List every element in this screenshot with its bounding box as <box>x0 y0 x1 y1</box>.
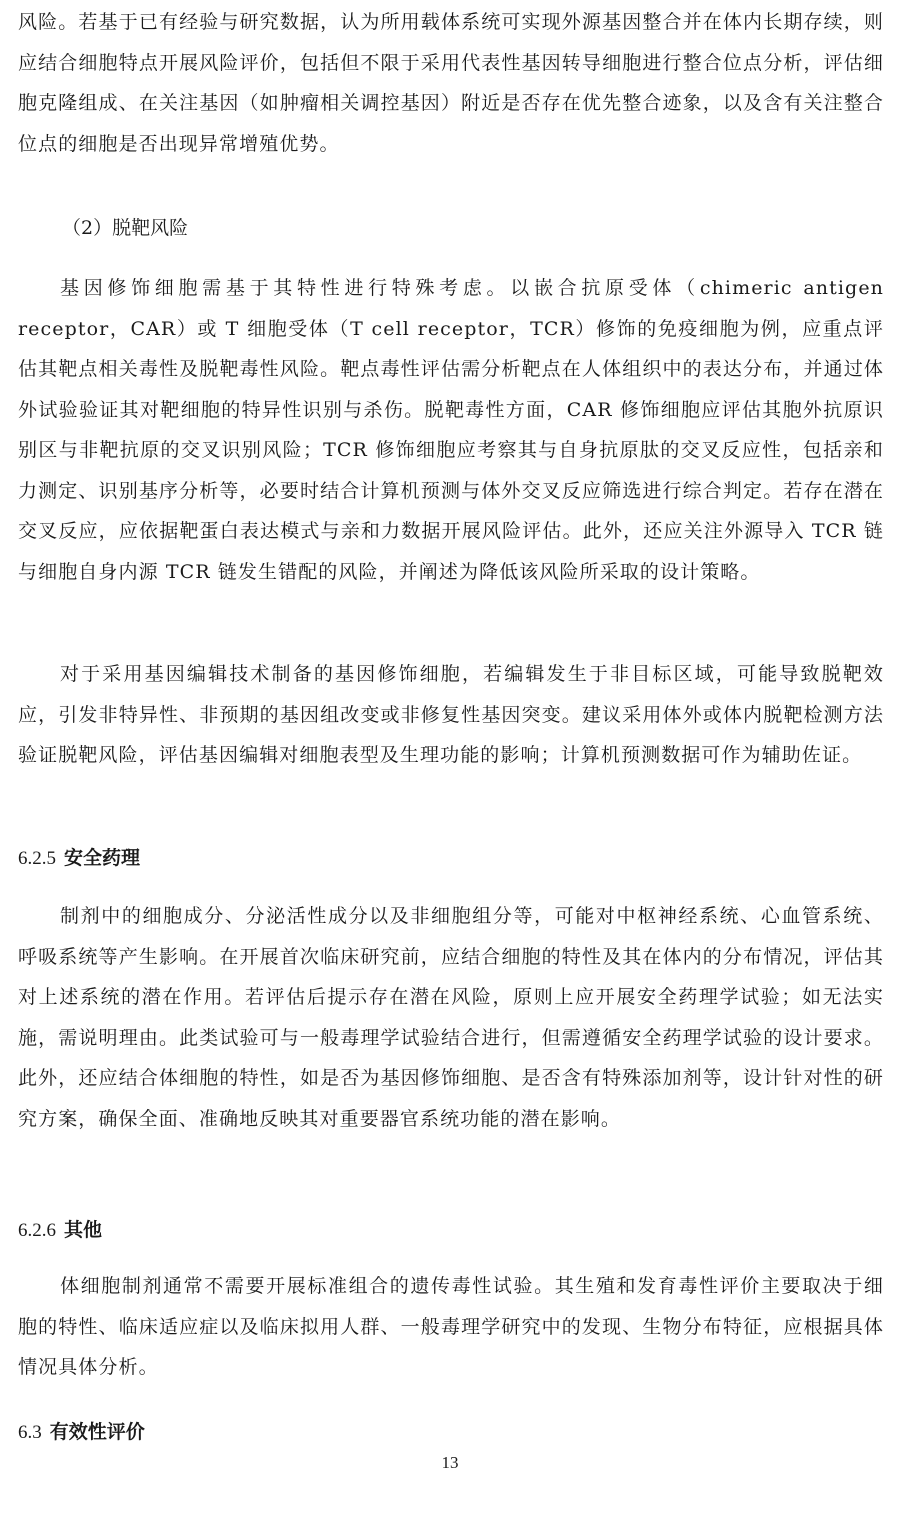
section-number: 6.3 <box>18 1422 42 1443</box>
paragraph-safety-pharmacology: 制剂中的细胞成分、分泌活性成分以及非细胞组分等，可能对中枢神经系统、心血管系统、呼吸系统等产生影响。在开展首次临床研究前，应结合细胞的特性及其在体内的分布情况，评估其对上述系统的潜在作用。若评估后提示存在潜在风险，原则上应开展安全药理学试验；如无法实施，需说明理由。此类试验可与一般毒理学试验结合进行，但需遵循安全药理学试验的设计要求。此外，还应结合体细胞的特性，如是否为基因修饰细胞、是否含有特殊添加剂等，设计针对性的研究方案，确保全面、准确地反映其对重要器官系统功能的潜在影响。 <box>18 905 884 1130</box>
section-number: 6.2.6 <box>18 1220 56 1241</box>
section-title: 其他 <box>64 1219 103 1241</box>
section-title: 有效性评价 <box>49 1421 145 1443</box>
paragraph-integration-risk: 风险。若基于已有经验与研究数据，认为所用载体系统可实现外源基因整合并在体内长期存续，则应结合细胞特点开展风险评价，包括但不限于采用代表性基因转导细胞进行整合位点分析，评估细胞克隆组成、在关注基因（如肿瘤相关调控基因）附近是否存在优先整合迹象，以及含有关注整合位点的细胞是否出现异常增殖优势。 <box>18 11 884 155</box>
section-title: 安全药理 <box>64 847 141 869</box>
paragraph-other: 体细胞制剂通常不需要开展标准组合的遗传毒性试验。其生殖和发育毒性评价主要取决于细胞的特性、临床适应症以及临床拟用人群、一般毒理学研究中的发现、生物分布特征，应根据具体情况具体分析。 <box>18 1275 884 1378</box>
paragraph-gene-modified-cells: 基因修饰细胞需基于其特性进行特殊考虑。以嵌合抗原受体（chimeric antigen receptor，CAR）或 T 细胞受体（T cell receptor，TCR）修饰的免疫细胞为例，应重点评估其靶点相关毒性及脱靶毒性风险。靶点毒性评估需分析靶点在人体组织中的表达分布，并通过体外试验验证其对靶细胞的特异性识别与杀伤。脱靶毒性方面，CAR 修饰细胞应评估其胞外抗原识别区与非靶抗原的交叉识别风险；TCR 修饰细胞应考察其与自身抗原肽的交叉反应性，包括亲和力测定、识别基序分析等，必要时结合计算机预测与体外交叉反应筛选进行综合判定。若存在潜在交叉反应，应依据靶蛋白表达模式与亲和力数据开展风险评估。此外，还应关注外源导入 TCR 链与细胞自身内源 TCR 链发生错配的风险，并阐述为降低该风险所采取的设计策略。 <box>18 277 884 583</box>
subheading-off-target-risk: （2）脱靶风险 <box>62 217 189 239</box>
page-number: 13 <box>441 1453 459 1472</box>
section-heading-6-3 <box>18 1412 145 1453</box>
paragraph-gene-editing: 对于采用基因编辑技术制备的基因修饰细胞，若编辑发生于非目标区域，可能导致脱靶效应，引发非特异性、非预期的基因组改变或非修复性基因突变。建议采用体外或体内脱靶检测方法验证脱靶风险，评估基因编辑对细胞表型及生理功能的影响；计算机预测数据可作为辅助佐证。 <box>18 663 884 766</box>
section-heading-6-2-5 <box>18 838 140 879</box>
section-number: 6.2.5 <box>18 848 56 869</box>
section-heading-6-2-6 <box>18 1210 102 1251</box>
